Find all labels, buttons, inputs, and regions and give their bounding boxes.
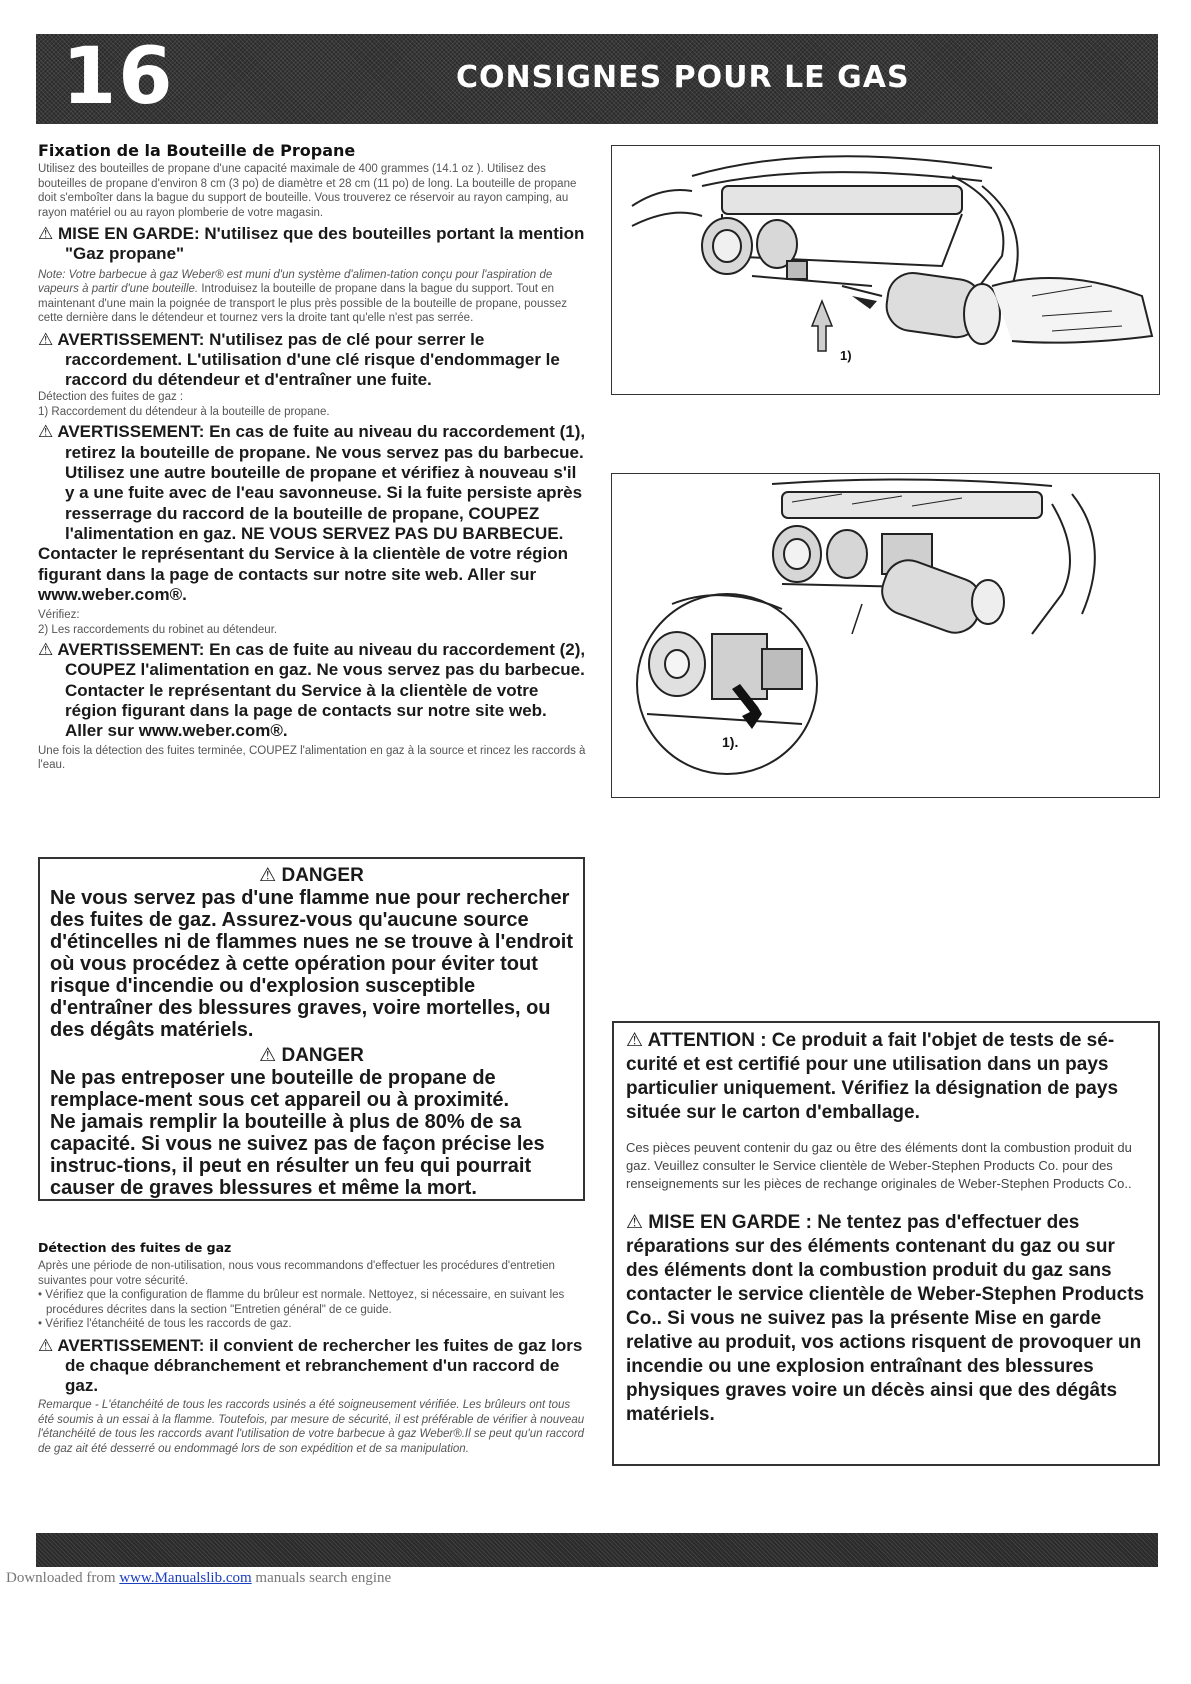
propane-note-rest: Introduisez la bouteille de propane dans la bague du support. Tout en maintenant d'une main la poignée de transport le plus près possible de la bouteille de propane, poussez cette dernière dans le détendeur et tournez vers la droite tant qu'elle n'est pas serrée. (38, 283, 567, 325)
leak-section (38, 1240, 588, 1456)
step-1: 1) Raccordement du détendeur à la bouteille de propane. (38, 405, 330, 418)
danger-text-1: Ne vous servez pas d'une flamme nue pour rechercher des fuites de gaz. Assurez-vous qu'aucune source d'étincelles ni de flammes nues ne se trouve à l'endroit où vous procédez à cette opération pour éviter tout risque d'incendie ou d'explosion susceptible d'entraîner des blessures graves, voire mortelles, ou des dégâts matériels. (50, 887, 574, 1041)
danger-text-2a: Ne pas entreposer une bouteille de propane de remplace-ment sous cet appareil ou à proximité. (50, 1067, 510, 1111)
verify-label: Vérifiez: (38, 609, 80, 622)
leak-warning: ⚠ AVERTISSEMENT: il convient de rechercher les fuites de gaz lors de chaque débranchement et rebranchement d'un raccord de gaz. (38, 1335, 583, 1396)
after-detection: Une fois la détection des fuites terminée, COUPEZ l'alimentation en gaz à la source et rincez les raccords à l'eau. (38, 744, 586, 772)
propane-note-italic: Note: Votre barbecue à gaz Weber® est muni d'un système d'alimen-tation conçu pour l'aspiration de vapeurs à partir d'une bouteille. (38, 268, 553, 296)
detect-label: Détection des fuites de gaz : (38, 391, 184, 404)
leak-bullet-1: • Vérifiez que la configuration de flamme du brûleur est normale. Nettoyez, si nécessaire, en suivant les procédures décrites dans la section "Entretien général" de ce guide. (38, 1289, 565, 1316)
leak-bullet-2: • Vérifiez l'étanchéité de tous les raccords de gaz. (38, 1318, 292, 1330)
illustration-attach-cylinder (612, 146, 1160, 395)
download-suffix: manuals search engine (251, 1570, 392, 1586)
warning-wrench: ⚠ AVERTISSEMENT: N'utilisez pas de clé pour serrer le raccordement. L'utilisation d'une clé risque d'endommager le raccord du détendeur et d'entraîner une fuite. (38, 329, 560, 390)
danger-title-1: ⚠ DANGER (259, 865, 364, 886)
mise-en-garde-repair: ⚠ MISE EN GARDE : Ne tentez pas d'effectuer des réparations sur des éléments contenant du gaz ou sur des éléments dont la combustion produit du gaz sans contacter le service clientèle de Weber-Stephen Products Co.. Si vous ne suivez pas la présente Mise en garde relative au produit, vos actions risquent de provoquer un incendie ou une explosion entraînant des blessures physiques graves voire un décès ainsi que des dégâts matériels. (626, 1212, 1145, 1425)
leak-heading: Détection des fuites de gaz (38, 1240, 232, 1255)
attention-text: ⚠ ATTENTION : Ce produit a fait l'objet de tests de sé-curité et est certifié pour une utilisation dans un pays particulier uniquement. Vérifiez la désignation de pays située sur le carton d'emballage. (626, 1030, 1119, 1123)
propane-heading: Fixation de la Bouteille de Propane (38, 141, 356, 160)
propane-intro: Utilisez des bouteilles de propane d'une capacité maximale de 400 grammes (14.1 oz ). Utilisez des bouteilles de propane d'environ 8 cm (3 po) de diamètre et 28 cm (11 po) de long. La bouteille de propane doit s'emboîter dans la bague du support de bouteille. Vous trouverez ce réservoir au rayon camping, au rayon matériel ou au rayon plomberie de votre magasin. (38, 163, 577, 219)
leak-remark: Remarque - L'étanchéité de tous les raccords usinés a été soigneusement vérifiée. Les brûleurs ont tous été soumis à un essai à la flamme. Toutefois, par mesure de sécurité, il est préférable de vérifier à nouveau l'étanchéité de tous les raccords avant l'utilisation de votre barbecue à gaz Weber®.Il se peut qu'un raccord de gaz ait été desserré ou endommagé lors de son expédition et de sa manipulation. (38, 1399, 585, 1455)
download-note (6, 1570, 391, 1587)
figure-check-connections (611, 473, 1160, 798)
attention-box (612, 1021, 1160, 1466)
danger-box (38, 857, 585, 1201)
warning-leak-1: ⚠ AVERTISSEMENT: En cas de fuite au niveau du raccordement (1), retirez la bouteille de propane. Ne vous servez pas du barbecue. Utilisez une autre bouteille de propane et vérifiez à nouveau s'il y a une fuite avec de l'eau savonneuse. Si la fuite persiste après resserrage du raccord de la bouteille de propane, COUPEZ l'alimentation en gaz. NE VOUS SERVEZ PAS DU BARBECUE. (38, 422, 586, 543)
manualslib-link[interactable]: www.Manualslib.com (119, 1570, 252, 1586)
fig2-callout: 1). (722, 734, 739, 750)
fig1-callout: 1) (840, 348, 852, 363)
page-number: 16 (62, 32, 175, 122)
leak-intro: Après une période de non-utilisation, nous vous recommandons d'effectuer les procédures d'entretien suivantes pour votre sécurité. (38, 1260, 555, 1287)
danger-title-2: ⚠ DANGER (259, 1045, 364, 1066)
download-prefix: Downloaded from (6, 1570, 120, 1586)
illustration-check-connections (612, 474, 1160, 798)
mise-en-garde-propane: ⚠ MISE EN GARDE: N'utilisez que des bouteilles portant la mention "Gaz propane" (38, 224, 585, 264)
page-title: CONSIGNES POUR LE GAS (456, 60, 910, 95)
propane-note (38, 268, 588, 326)
footer-bar (36, 1533, 1158, 1567)
header-banner (36, 34, 1158, 124)
propane-section (38, 141, 588, 773)
contact-service: Contacter le représentant du Service à la clientèle de votre région figurant dans la page de contacts sur notre site web. Aller sur www.weber.com®. (38, 544, 569, 604)
parts-note: Ces pièces peuvent contenir du gaz ou être des éléments dont la combustion produit du gaz. Veuillez consulter le Service clientèle de Weber-Stephen Products Co. pour des renseignements sur les pièces de rechange originales de Weber-Stephen Products Co.. (626, 1140, 1132, 1191)
figure-attach-cylinder (611, 145, 1160, 395)
warning-leak-2: ⚠ AVERTISSEMENT: En cas de fuite au niveau du raccordement (2), COUPEZ l'alimentation en gaz. Ne vous servez pas du barbecue. Contacter le représentant du Service à la clientèle de votre région figurant dans la page de contacts sur notre site web. Aller sur www.weber.com®. (38, 640, 586, 741)
danger-text-2b: Ne jamais remplir la bouteille à plus de 80% de sa capacité. Si vous ne suivez pas de façon précise les instruc-tions, il peut en résulter un feu qui pourrait causer de graves blessures et même la mort. (50, 1111, 545, 1199)
step-2: 2) Les raccordements du robinet au détendeur. (38, 623, 278, 636)
